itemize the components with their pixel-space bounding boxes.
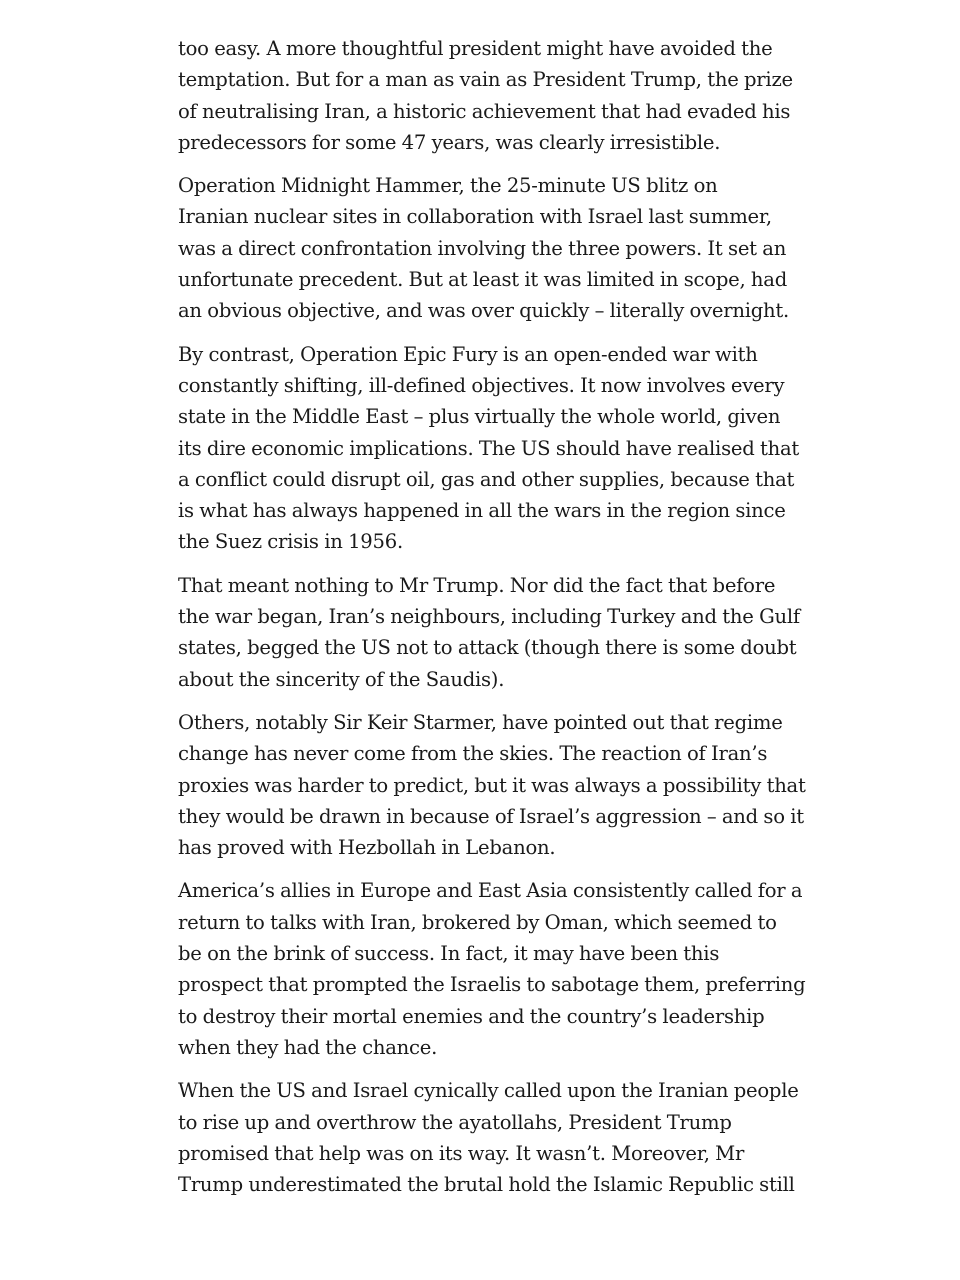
article-paragraph-7 <box>178 1075 799 1200</box>
article-paragraph-6 <box>178 875 806 1063</box>
article-paragraph-4 <box>178 570 800 695</box>
text-line: the Suez crisis in 1956. <box>178 530 403 554</box>
text-line: That meant nothing to Mr Trump. Nor did the fact that before <box>178 573 776 597</box>
text-line: Iranian nuclear sites in collaboration with Israel last summer, <box>178 205 772 229</box>
text-line: state in the Middle East – plus virtually the whole world, given <box>178 405 781 429</box>
text-line: prospect that prompted the Israelis to sabotage them, preferring <box>178 973 806 997</box>
text-line: constantly shifting, ill-defined objectives. It now involves every <box>178 373 785 397</box>
text-line: be on the brink of success. In fact, it may have been this <box>178 942 720 966</box>
text-line: promised that help was on its way. It wasn’t. Moreover, Mr <box>178 1141 745 1165</box>
article-paragraph-3 <box>178 339 800 558</box>
text-line: about the sincerity of the Saudis). <box>178 667 505 691</box>
text-line: an obvious objective, and was over quickly – literally overnight. <box>178 299 789 323</box>
article-paragraph-1 <box>178 33 793 158</box>
text-line: proxies was harder to predict, but it was always a possibility that <box>178 773 806 797</box>
text-line: the war began, Iran’s neighbours, including Turkey and the Gulf <box>178 605 800 629</box>
text-line: was a direct confrontation involving the three powers. It set an <box>178 236 787 260</box>
text-line: When the US and Israel cynically called upon the Iranian people <box>178 1079 799 1103</box>
text-line: its dire economic implications. The US should have realised that <box>178 436 800 460</box>
article-paragraph-2 <box>178 170 789 326</box>
text-line: Operation Midnight Hammer, the 25-minute US blitz on <box>178 174 718 198</box>
text-line: change has never come from the skies. The reaction of Iran’s <box>178 742 768 766</box>
text-line: to rise up and overthrow the ayatollahs, President Trump <box>178 1110 732 1134</box>
text-line: By contrast, Operation Epic Fury is an open-ended war with <box>178 342 758 366</box>
text-line: they would be drawn in because of Israel’s aggression – and so it <box>178 804 804 828</box>
text-line: of neutralising Iran, a historic achievement that had evaded his <box>178 99 791 123</box>
text-line: a conflict could disrupt oil, gas and other supplies, because that <box>178 467 795 491</box>
text-line: predecessors for some 47 years, was clearly irresistible. <box>178 130 721 154</box>
text-line: America’s allies in Europe and East Asia consistently called for a <box>178 879 803 903</box>
text-line: when they had the chance. <box>178 1035 438 1059</box>
text-line: has proved with Hezbollah in Lebanon. <box>178 836 556 860</box>
text-line: is what has always happened in all the wars in the region since <box>178 499 786 523</box>
text-line: Others, notably Sir Keir Starmer, have pointed out that regime <box>178 710 783 734</box>
text-line: too easy. A more thoughtful president might have avoided the <box>178 37 773 60</box>
text-line: states, begged the US not to attack (though there is some doubt <box>178 636 797 660</box>
text-line: unfortunate precedent. But at least it was limited in scope, had <box>178 268 788 292</box>
article-body <box>178 33 806 1212</box>
text-line: to destroy their mortal enemies and the country’s leadership <box>178 1004 765 1028</box>
text-line: return to talks with Iran, brokered by Oman, which seemed to <box>178 910 777 934</box>
text-line: temptation. But for a man as vain as President Trump, the prize <box>178 68 793 92</box>
article-paragraph-5 <box>178 707 806 863</box>
text-line: Trump underestimated the brutal hold the Islamic Republic still <box>178 1173 795 1197</box>
